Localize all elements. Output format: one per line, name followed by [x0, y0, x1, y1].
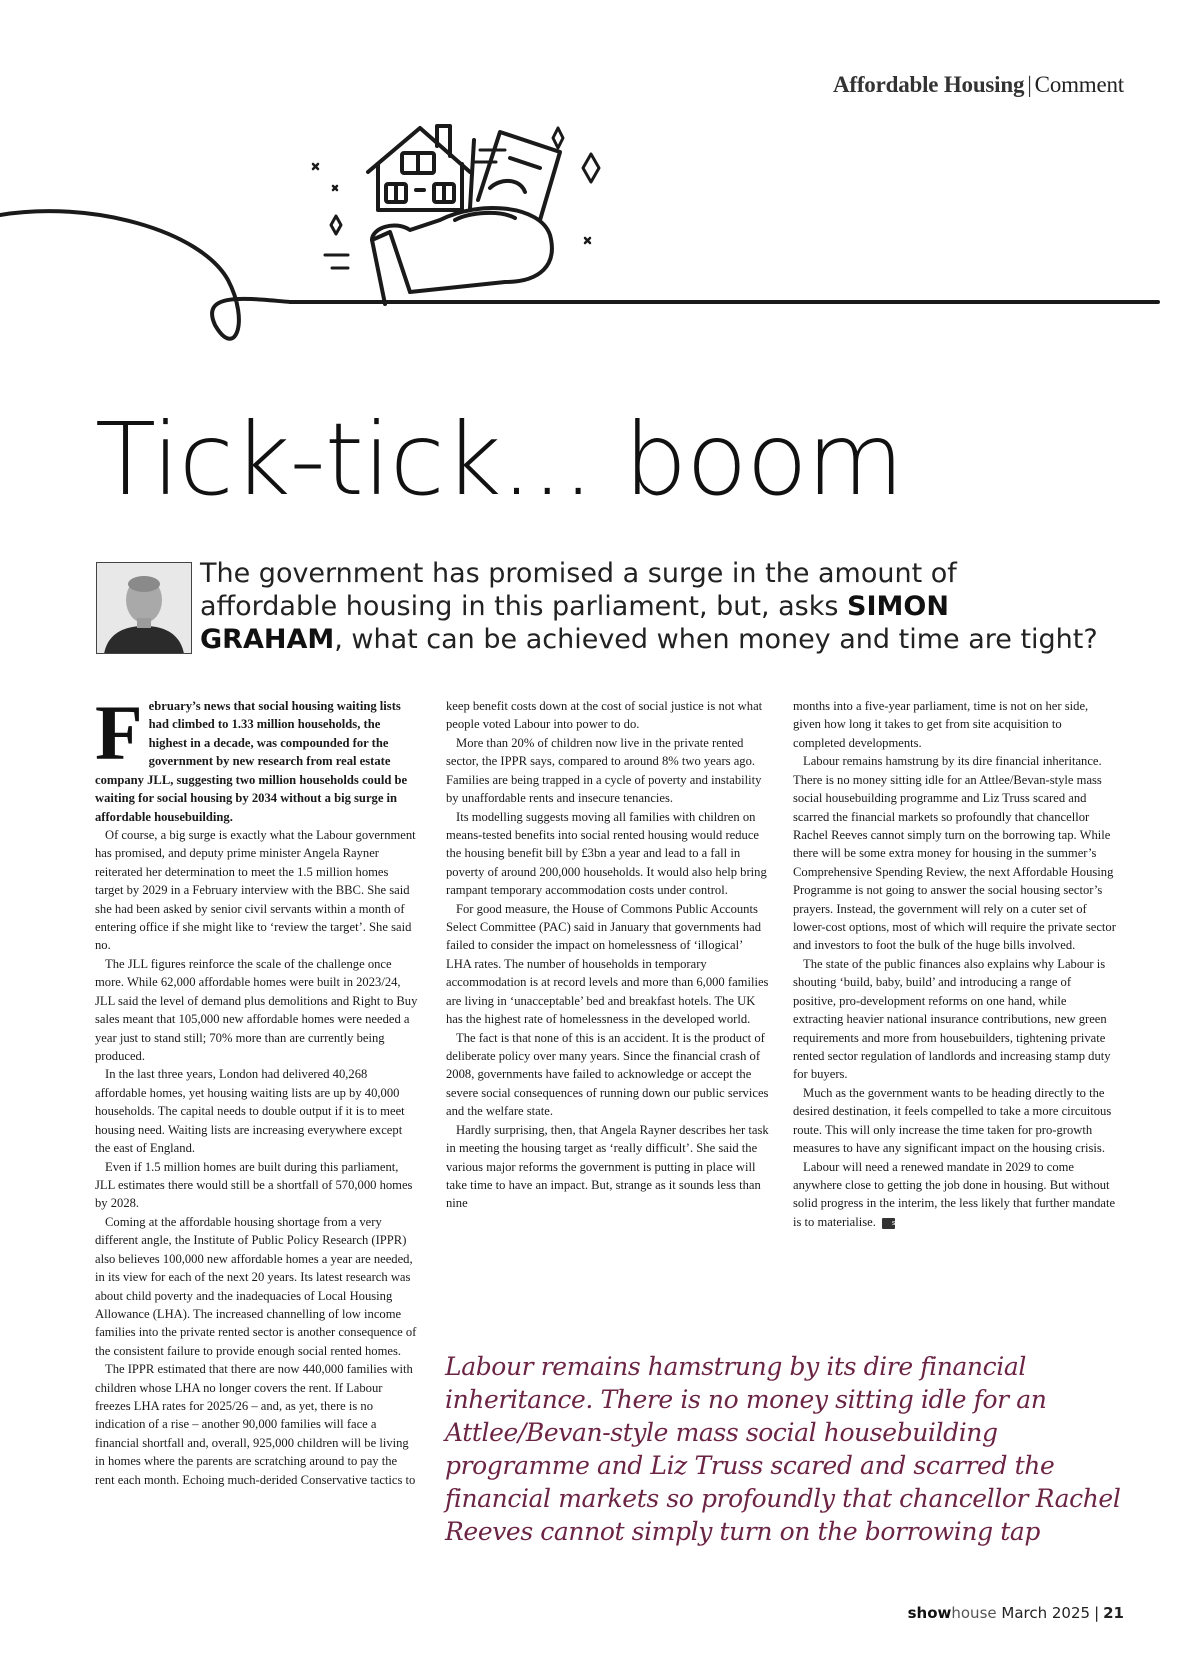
- body-paragraph: In the last three years, London had delivered 40,268 affordable homes, yet housing waiting lists are up by 40,000 households. The capital needs to double output if it is to meet housing need. Waiting lists are increasing everywhere except the east of England.: [95, 1067, 405, 1156]
- final-paragraph: [793, 1158, 1117, 1232]
- author-photo: [96, 562, 192, 654]
- body-paragraph: The fact is that none of this is an accident. It is the product of deliberate policy over many years. Since the financial crash of 2008, governments have failed to acknowledge or accept the severe social consequences of running down our public services and the welfare state.: [446, 1030, 769, 1119]
- section-label: Affordable Housing: [832, 72, 1025, 97]
- article-column-1: [95, 689, 419, 1489]
- pull-quote: Labour remains hamstrung by its dire financial inheritance. There is no money sitting idle for an Attlee/Bevan-style mass social housebuilding programme and Liz Truss scared and scarred the financial markets so profoundly that chancellor Rachel Reeves cannot simply turn on the borrowing tap: [445, 1352, 1121, 1546]
- body-paragraph: Even if 1.5 million homes are built during this parliament, JLL estimates there would still be a shortfall of 570,000 homes by 2028.: [95, 1159, 413, 1211]
- page-folio: [908, 1604, 1124, 1622]
- standfirst-text-end: , what can be achieved when money and time are tight?: [334, 624, 1098, 655]
- body-paragraph: months into a five-year parliament, time is not on her side, given how long it takes to get from site acquisition to completed developments.: [793, 699, 1089, 750]
- section-separator: |: [1027, 72, 1032, 97]
- body-paragraph: The JLL figures reinforce the scale of the challenge once more. While 62,000 affordable homes were built in 2023/24, JLL said the level of demand plus demolitions and Right to Buy sales meant that 105,000 new affordable homes were needed a year just to stand still; 70% more than are currently being produced.: [95, 956, 418, 1064]
- drop-cap: F: [95, 689, 143, 776]
- body-paragraph: Of course, a big surge is exactly what the Labour government has promised, and deputy prime minister Angela Rayner reiterated her determination to meet the 1.5 million homes target by 2029 in a February interview with the BBC. She said she had been asked by senior civil servants within a month of entering office if she might like to ‘review the target’. She said no.: [95, 827, 416, 953]
- lead-paragraph: [95, 689, 419, 826]
- body-paragraph: keep benefit costs down at the cost of social justice is not what people voted Labour into power to do.: [446, 699, 763, 732]
- body-paragraph: Hardly surprising, then, that Angela Rayner describes her task in meeting the housing target as ‘really difficult’. She said the various major reforms the government is putting in place will take time to have an impact. But, strange as it sounds less than nine: [446, 1122, 769, 1211]
- standfirst-text: The government has promised a surge in the amount of affordable housing in this parliament, but, asks: [200, 558, 957, 622]
- magazine-brand-house: house: [951, 1604, 997, 1622]
- article-column-2: [446, 697, 770, 1213]
- body-paragraph: Labour remains hamstrung by its dire financial inheritance. There is no money sitting idle for an Attlee/Bevan-style mass social housebuilding programme and Liz Truss scared and scarred the financial markets so profoundly that chancellor Rachel Reeves cannot simply turn on the borrowing tap. While there will be some extra money for housing in the summer’s Comprehensive Spending Review, the next Affordable Housing Programme is not going to answer the social housing sector’s prayers. Instead, the government will rely on a cuter set of lower-cost options, most of which will require the private sector and investors to foot the bulk of the huge bills involved.: [793, 754, 1116, 953]
- page-number: 21: [1103, 1604, 1124, 1622]
- house-on-hand-with-money-icon: [0, 60, 1200, 350]
- subsection-label: Comment: [1034, 72, 1124, 97]
- final-paragraph-text: Labour will need a renewed mandate in 2029 to come anywhere close to getting the job done in housing. But without solid progress in the interim, the less likely that further mandate is to materialise.: [793, 1159, 1116, 1229]
- folio-separator: |: [1094, 1604, 1100, 1622]
- article-column-3: [793, 697, 1117, 1231]
- standfirst: [200, 557, 1100, 656]
- body-paragraph: For good measure, the House of Commons Public Accounts Select Committee (PAC) said in January that governments had failed to consider the impact on homelessness of ‘illogical’ LHA rates. The number of households in temporary accommodation is at record levels and more than 6,000 families are living in ‘unacceptable’ bed and breakfast hotels. The UK has the highest rate of homelessness in the developed world.: [446, 901, 769, 1027]
- lead-text: ebruary’s news that social housing waiting lists had climbed to 1.33 million households, the highest in a decade, was compounded for the government by new research from real estate company JLL, suggesting two million households could be waiting for social housing by 2034 without a big surge in affordable housebuilding.: [95, 699, 408, 824]
- body-paragraph: Coming at the affordable housing shortage from a very different angle, the Institute of Public Policy Research (IPPR) also believes 100,000 new affordable homes a year are needed, in its view for each of the next 20 years. Its latest research was about child poverty and the inadequacies of Local Housing Allowance (LHA). The increased channelling of low income families into the private rented sector is another consequence of the consistent failure to provide enough social rented homes.: [95, 1214, 417, 1358]
- issue-date: March 2025: [1001, 1604, 1091, 1622]
- body-paragraph: Much as the government wants to be heading directly to the desired destination, it feels compelled to take a more circuitous route. This will only increase the time taken for pro-growth measures to have any significant impact on the housing crisis.: [793, 1085, 1112, 1156]
- author-name: SIMON GRAHAM: [200, 591, 949, 655]
- end-mark-icon: sh: [882, 1218, 895, 1229]
- body-paragraph: The IPPR estimated that there are now 440,000 families with children whose LHA no longer covers the rent. If Labour freezes LHA rates for 2025/26 – and, as yet, there is no indication of a rise – another 90,000 families will face a financial shortfall and, overall, 925,000 children will be living in homes where the parents are scratching around to pay the rent each month. Echoing much-derided Conservative tactics to: [95, 1362, 416, 1487]
- body-paragraph: More than 20% of children now live in the private rented sector, the IPPR says, compared to around 8% two years ago. Families are being trapped in a cycle of poverty and instability by unaffordable rents and insecure tenancies.: [446, 735, 762, 806]
- headline: Tick-tick... boom: [95, 401, 904, 518]
- magazine-brand-show: show: [907, 1604, 952, 1622]
- body-paragraph: Its modelling suggests moving all families with children on means-tested benefits into social rented housing would reduce the housing benefit bill by £3bn a year and lead to a fall in poverty of around 200,000 households. It would also help bring rampant temporary accommodation costs under control.: [446, 809, 767, 898]
- body-paragraph: The state of the public finances also explains why Labour is shouting ‘build, baby, build’ and introducing a range of positive, pro-development reforms on one hand, while extracting heavier national insurance contributions, new green requirements and more from housebuilders, tightening private rented sector regulation of landlords and increasing stamp duty for buyers.: [793, 956, 1111, 1082]
